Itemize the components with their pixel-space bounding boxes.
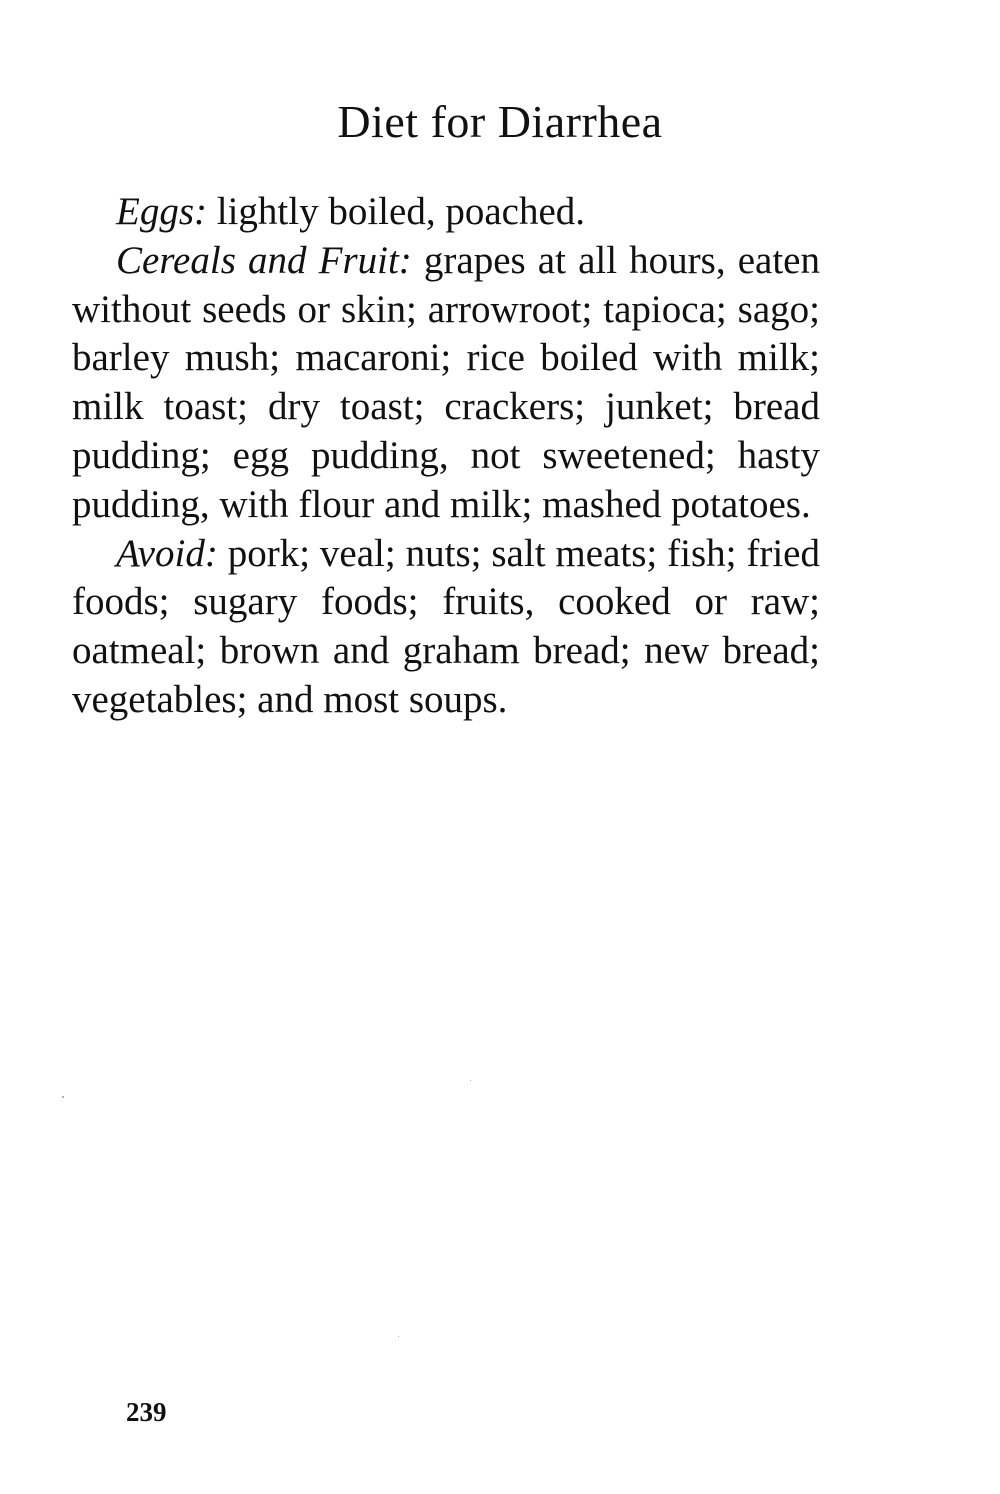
paragraph-eggs xyxy=(72,188,820,237)
paragraph-label: Avoid: xyxy=(116,531,218,575)
page-number: 239 xyxy=(126,1397,167,1427)
page-body xyxy=(72,188,820,725)
paragraph-label: Cereals and Fruit: xyxy=(116,238,412,282)
page-title: Diet for Diarrhea xyxy=(337,96,663,147)
scan-speck xyxy=(398,1336,399,1337)
paragraph-text: lightly boiled, poached. xyxy=(207,190,586,233)
scan-speck xyxy=(470,1080,471,1081)
scan-speck xyxy=(62,1096,64,1098)
paragraph-label: Eggs: xyxy=(116,190,207,233)
paragraph-avoid xyxy=(72,530,820,725)
paragraph-cereals-and-fruit xyxy=(72,237,820,530)
paragraph-text: grapes at all hours, eaten without seeds or skin; arrowroot; tapioca; sago; barley mush; macaroni; rice boiled with milk; milk toast; dry toast; crackers; junket; bread pudding; egg pudding, not sweetened; hasty pudding, with flour and milk; mashed potatoes. xyxy=(72,238,820,526)
paragraph-text: pork; veal; nuts; salt meats; fish; fried foods; sugary foods; fruits, cooked or raw; oatmeal; brown and graham bread; new bread; vegetables; and most soups. xyxy=(72,531,820,721)
